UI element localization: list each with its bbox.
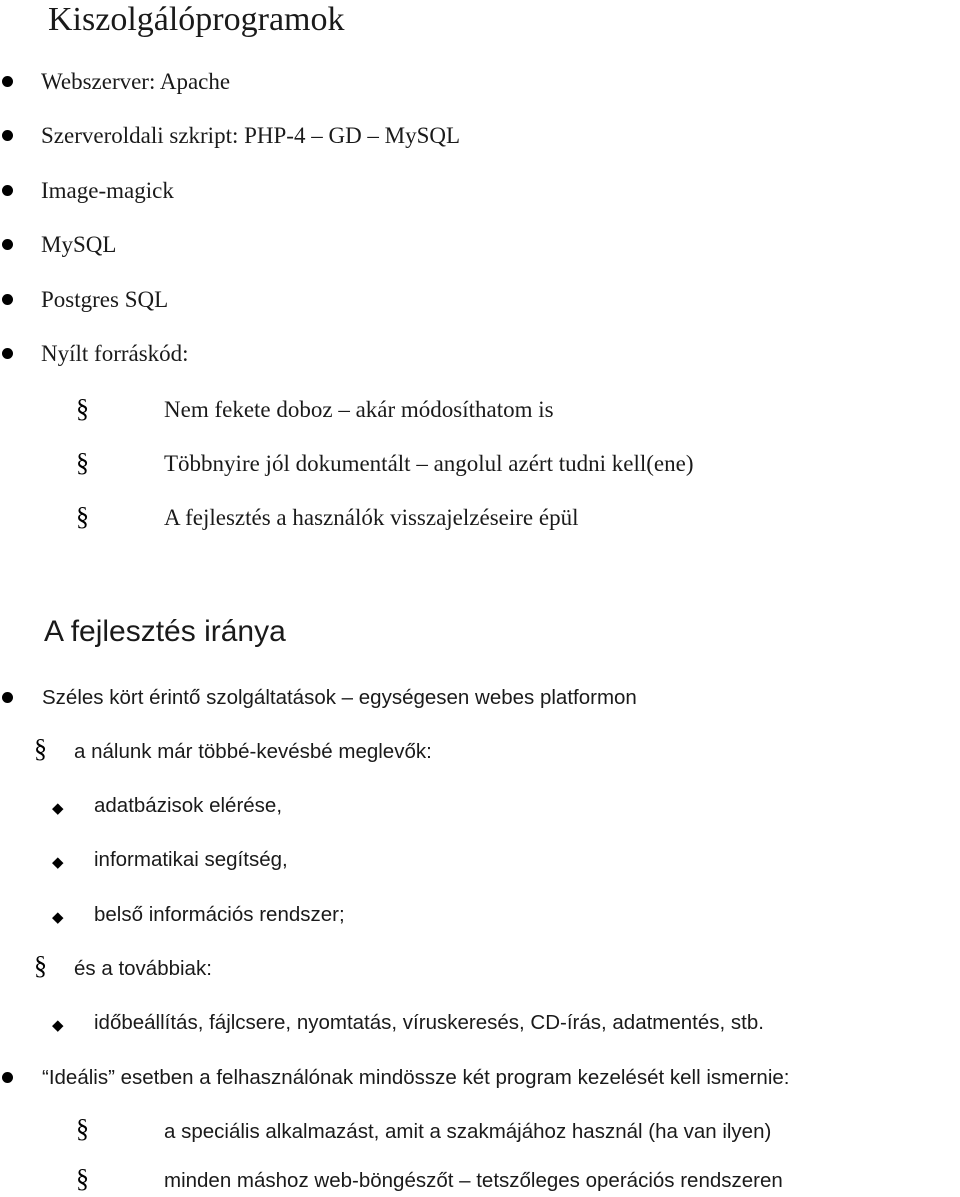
diamond-icon: ◆ — [52, 853, 64, 871]
section-sign-icon: § — [76, 502, 89, 531]
sub-list-item: minden máshoz web-böngészőt – tetszőleges operációs rendszeren — [164, 1169, 783, 1192]
section-title-kiszolgaloprogramok: Kiszolgálóprogramok — [48, 1, 345, 38]
bullet-icon — [2, 239, 13, 250]
list-item: Image-magick — [41, 178, 174, 203]
nested-list-item: informatikai segítség, — [94, 848, 288, 871]
sub-list-item: Többnyire jól dokumentált – angolul azért tudni kell(ene) — [164, 451, 694, 476]
list-item: Széles kört érintő szolgáltatások – egységesen webes platformon — [42, 686, 637, 709]
sub-list-item: Nem fekete doboz – akár módosíthatom is — [164, 397, 554, 422]
list-item: Nyílt forráskód: — [41, 341, 189, 366]
bullet-icon — [2, 348, 13, 359]
nested-list-item: adatbázisok elérése, — [94, 794, 283, 817]
nested-list-item: belső információs rendszer; — [94, 903, 345, 926]
list-item: Webszerver: Apache — [41, 69, 231, 94]
sub-list-item: a nálunk már többé-kevésbé meglevők: — [74, 740, 432, 763]
section-title-fejlesztes-iranya: A fejlesztés iránya — [44, 615, 286, 648]
diamond-icon: ◆ — [52, 1016, 64, 1034]
list-item: Szerveroldali szkript: PHP-4 – GD – MySQL — [41, 123, 461, 148]
sub-list-item: a speciális alkalmazást, amit a szakmájához használ (ha van ilyen) — [164, 1120, 772, 1143]
list-item: “Ideális” esetben a felhasználónak mindössze két program kezelését kell ismernie: — [42, 1066, 790, 1089]
section-sign-icon: § — [76, 448, 89, 477]
bullet-icon — [2, 130, 13, 141]
nested-list-item: időbeállítás, fájlcsere, nyomtatás, víruskeresés, CD-írás, adatmentés, stb. — [94, 1011, 764, 1034]
bullet-icon — [2, 76, 13, 87]
diamond-icon: ◆ — [52, 799, 64, 817]
list-item: MySQL — [41, 232, 117, 257]
sub-list-item: A fejlesztés a használók visszajelzéseire épül — [164, 505, 579, 530]
diamond-icon: ◆ — [52, 908, 64, 926]
section-sign-icon: § — [34, 951, 47, 980]
section-sign-icon: § — [34, 734, 47, 763]
bullet-icon — [2, 1072, 13, 1083]
bullet-icon — [2, 185, 13, 196]
bullet-icon — [2, 294, 13, 305]
sub-list-item: és a továbbiak: — [74, 957, 212, 980]
bullet-icon — [2, 692, 13, 703]
section-sign-icon: § — [76, 394, 89, 423]
section-sign-icon: § — [76, 1164, 89, 1193]
list-item: Postgres SQL — [41, 287, 169, 312]
section-sign-icon: § — [76, 1114, 89, 1143]
